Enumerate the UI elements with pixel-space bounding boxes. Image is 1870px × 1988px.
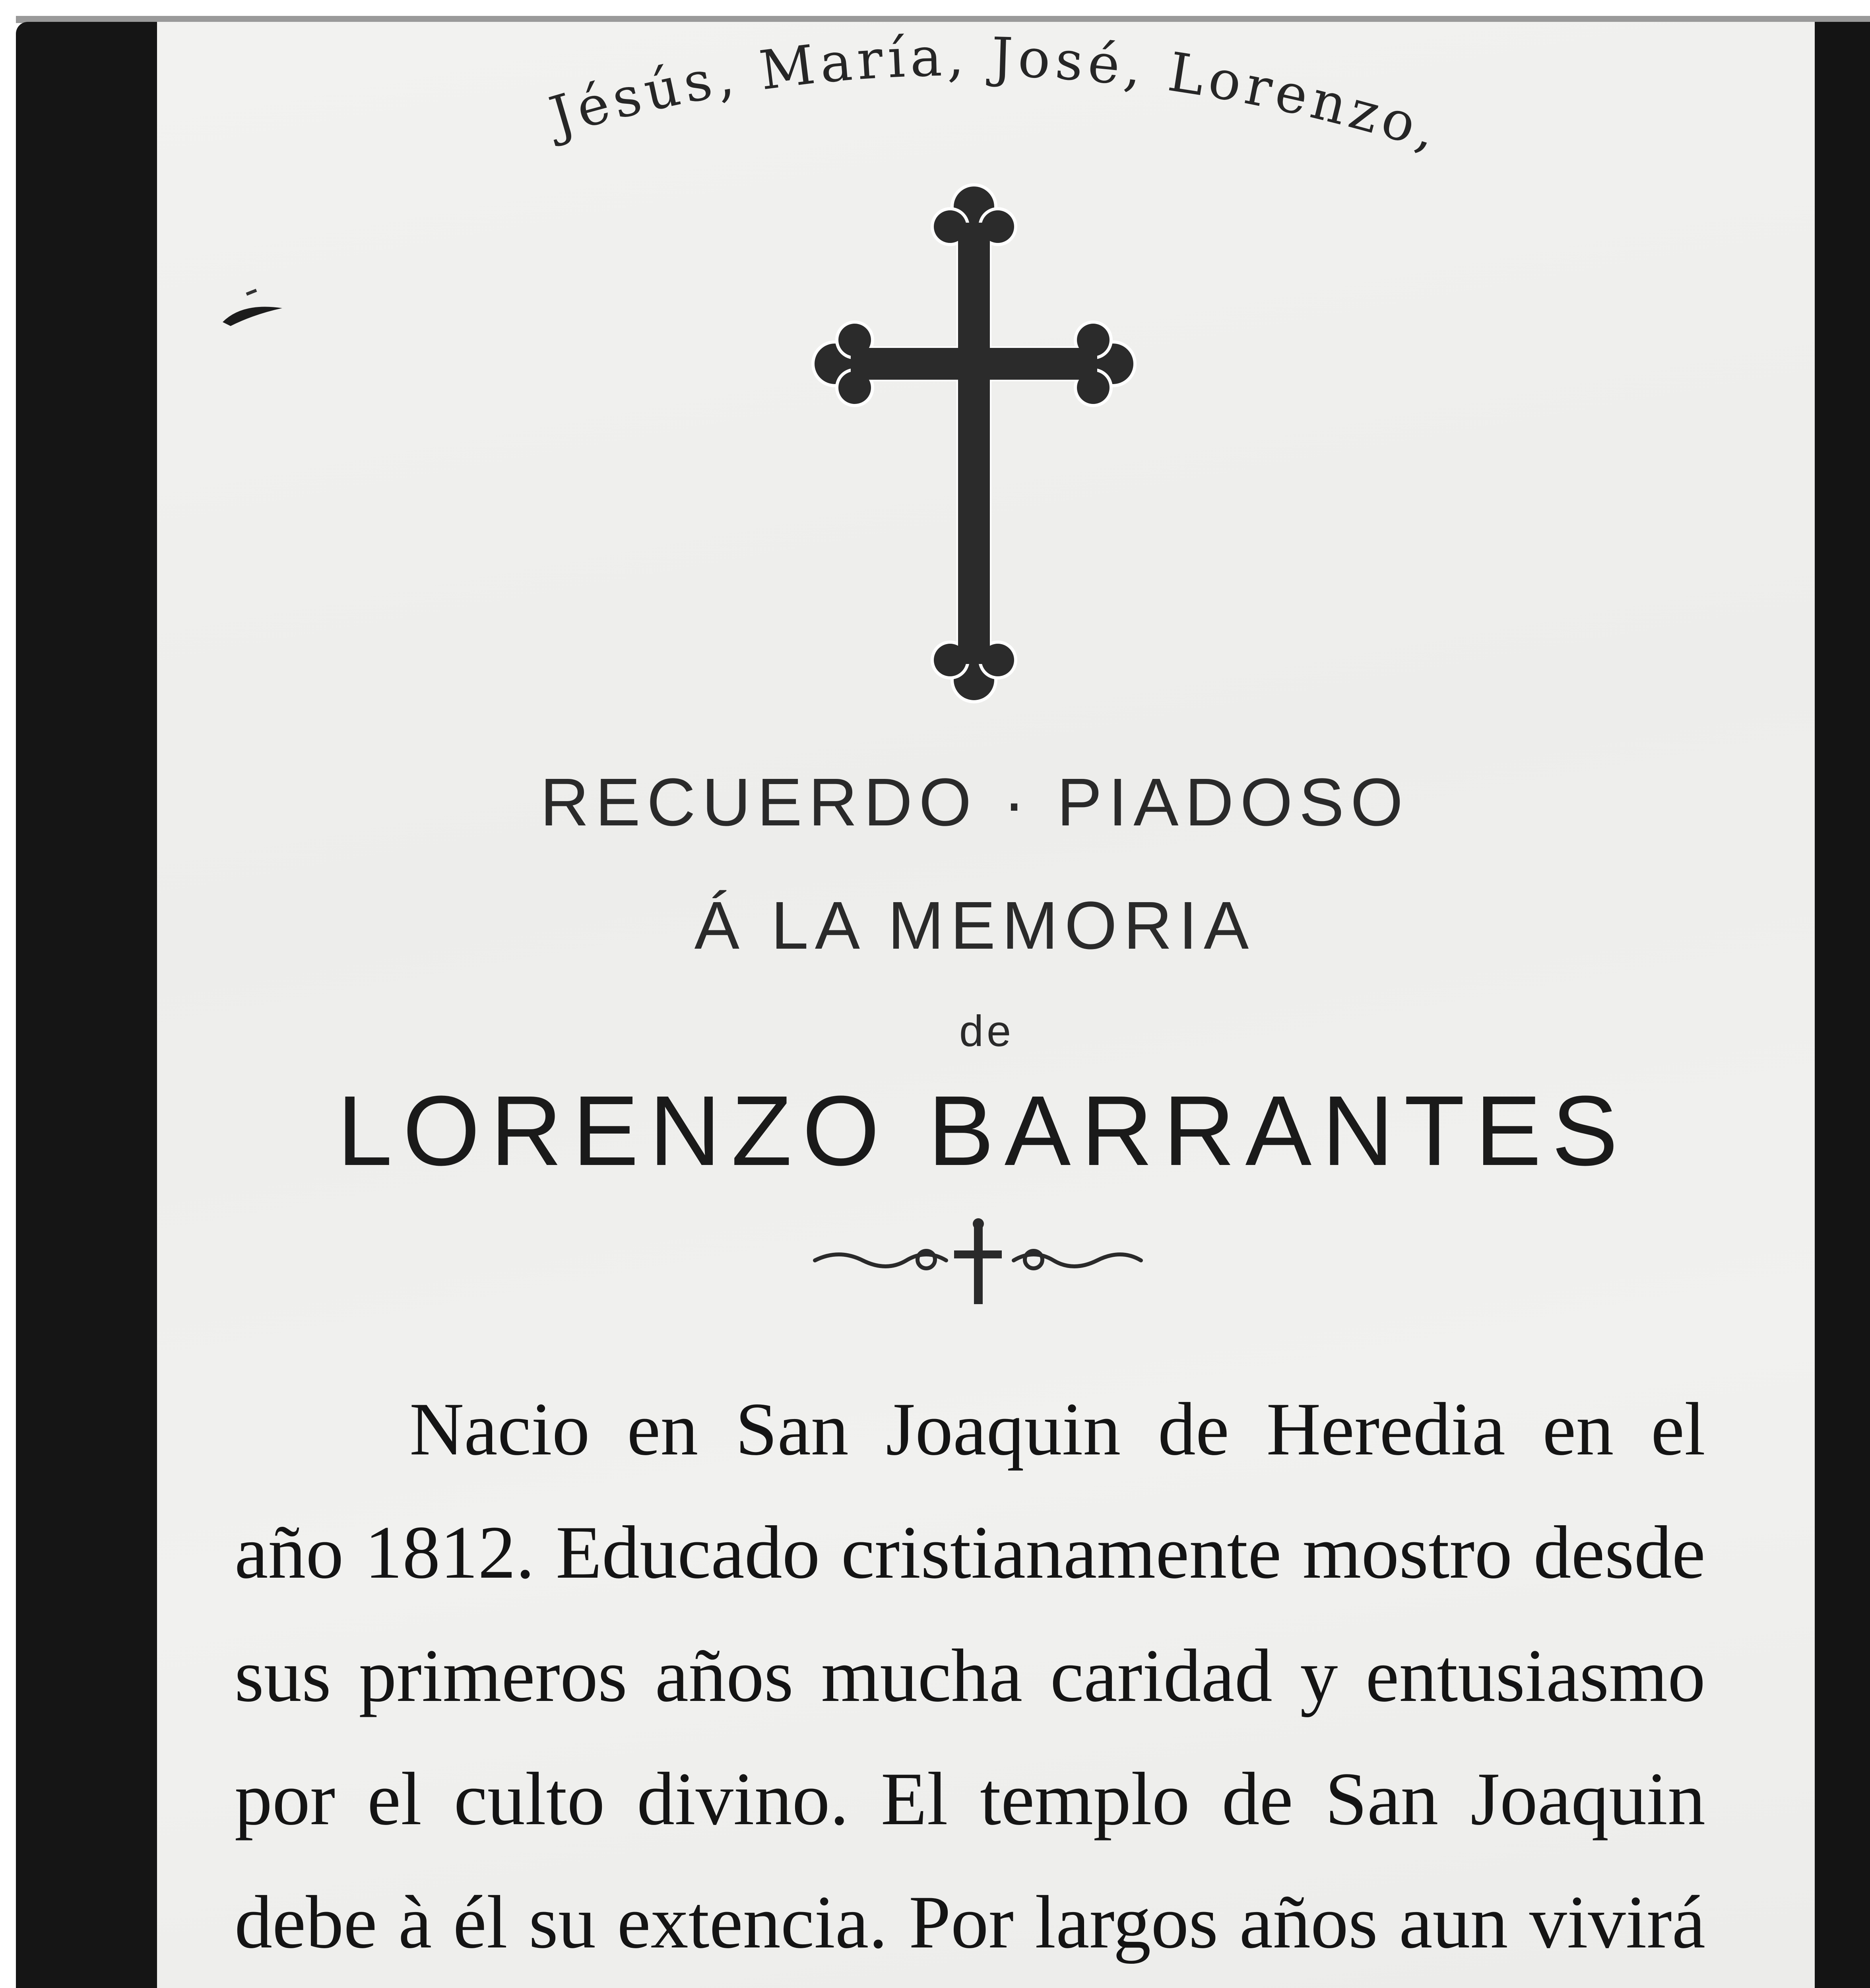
- biography-paragraph: [235, 1368, 1705, 1988]
- heading-recuerdo: RECUERDO · PIADOSO: [540, 765, 1410, 840]
- mourning-band-right: [1813, 22, 1870, 1988]
- heading-de: de: [959, 1007, 1015, 1056]
- biography-main: Nacio en San Joaquin de Heredia en el año 1812. Educado cristianamente mostro desde sus primeros años mucha caridad y entusiasmo por el culto divino. El templo de San Joaquin debe à él su extencia. Por largos años aun vivirá: [235, 1388, 1705, 1964]
- mourning-band-left: [16, 22, 159, 1988]
- budded-cross-icon: [811, 183, 1137, 704]
- arc-header-textpath: Jésús, María, José, Lorenzo,: [543, 25, 1449, 164]
- cross-flourish-ornament-icon: [807, 1217, 1149, 1308]
- ink-mark: [219, 286, 286, 330]
- deceased-name: LORENZO BARRANTES: [337, 1075, 1629, 1186]
- arc-header-text: [539, 26, 1449, 164]
- heading-memoria: Á LA MEMORIA: [694, 888, 1255, 963]
